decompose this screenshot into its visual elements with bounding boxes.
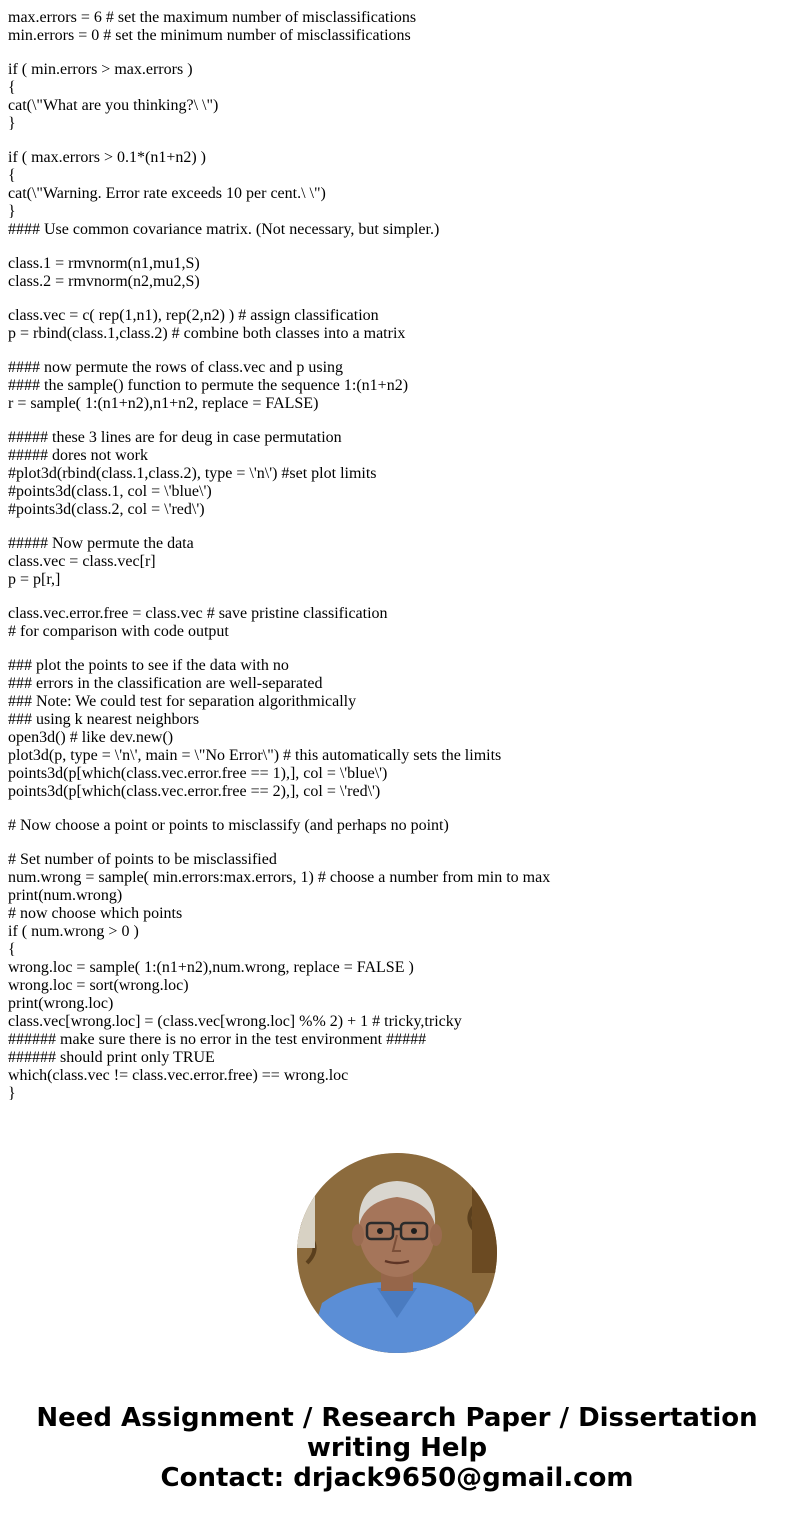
code-line: # for comparison with code output bbox=[8, 623, 229, 640]
code-line: if ( min.errors > max.errors ) bbox=[8, 61, 193, 78]
code-line: print(wrong.loc) bbox=[8, 995, 114, 1012]
code-line: #points3d(class.2, col = \'red\') bbox=[8, 501, 205, 518]
code-line: num.wrong = sample( min.errors:max.errors, 1) # choose a number from min to max bbox=[8, 869, 551, 886]
code-line: ##### Now permute the data bbox=[8, 535, 194, 552]
code-line: #### the sample() function to permute the sequence 1:(n1+n2) bbox=[8, 377, 409, 394]
code-line: { bbox=[8, 941, 16, 958]
code-line: ### errors in the classification are well-separated bbox=[8, 675, 323, 692]
code-line: { bbox=[8, 167, 16, 184]
promo-banner bbox=[0, 1403, 794, 1493]
code-line: class.vec.error.free = class.vec # save pristine classification bbox=[8, 605, 388, 622]
code-line: } bbox=[8, 203, 16, 220]
code-line: #### now permute the rows of class.vec and p using bbox=[8, 359, 344, 376]
code-line: class.vec = c( rep(1,n1), rep(2,n2) ) # assign classification bbox=[8, 307, 379, 324]
code-line: points3d(p[which(class.vec.error.free == 1),], col = \'blue\') bbox=[8, 765, 388, 782]
code-line bbox=[8, 413, 788, 429]
code-line: ##### these 3 lines are for deug in case permutation bbox=[8, 429, 342, 446]
code-line: class.vec = class.vec[r] bbox=[8, 553, 156, 570]
author-portrait-icon bbox=[297, 1153, 497, 1353]
code-line: p = rbind(class.1,class.2) # combine both classes into a matrix bbox=[8, 325, 406, 342]
code-line: r = sample( 1:(n1+n2),n1+n2, replace = FALSE) bbox=[8, 395, 319, 412]
code-line bbox=[8, 45, 788, 61]
code-line: points3d(p[which(class.vec.error.free == 2),], col = \'red\') bbox=[8, 783, 381, 800]
code-line: wrong.loc = sort(wrong.loc) bbox=[8, 977, 189, 994]
code-line: # Set number of points to be misclassified bbox=[8, 851, 277, 868]
code-line: open3d() # like dev.new() bbox=[8, 729, 174, 746]
code-line: ### using k nearest neighbors bbox=[8, 711, 200, 728]
code-line: ###### should print only TRUE bbox=[8, 1049, 215, 1066]
code-line: ###### make sure there is no error in the test environment ##### bbox=[8, 1031, 427, 1048]
code-line: cat(\"Warning. Error rate exceeds 10 per cent.\ \") bbox=[8, 185, 326, 202]
code-line bbox=[8, 239, 788, 255]
code-listing bbox=[8, 9, 788, 1125]
code-line: plot3d(p, type = \'n\', main = \"No Error\") # this automatically sets the limits bbox=[8, 747, 502, 764]
code-line: wrong.loc = sample( 1:(n1+n2),num.wrong, replace = FALSE ) bbox=[8, 959, 414, 976]
code-line: class.vec[wrong.loc] = (class.vec[wrong.loc] %% 2) + 1 # tricky,tricky bbox=[8, 1013, 462, 1030]
code-line: if ( max.errors > 0.1*(n1+n2) ) bbox=[8, 149, 206, 166]
code-line: ##### dores not work bbox=[8, 447, 148, 464]
code-line bbox=[8, 133, 788, 149]
code-line: #### Use common covariance matrix. (Not necessary, but simpler.) bbox=[8, 221, 440, 238]
code-line: if ( num.wrong > 0 ) bbox=[8, 923, 139, 940]
code-line: ### Note: We could test for separation algorithmically bbox=[8, 693, 357, 710]
code-line bbox=[8, 589, 788, 605]
code-line: { bbox=[8, 79, 16, 96]
code-line: } bbox=[8, 1085, 16, 1102]
code-line bbox=[8, 519, 788, 535]
code-line: ### plot the points to see if the data with no bbox=[8, 657, 289, 674]
code-line: min.errors = 0 # set the minimum number of misclassifications bbox=[8, 27, 411, 44]
code-line: #points3d(class.1, col = \'blue\') bbox=[8, 483, 212, 500]
code-line bbox=[8, 835, 788, 851]
code-line: max.errors = 6 # set the maximum number of misclassifications bbox=[8, 9, 417, 26]
code-line: p = p[r,] bbox=[8, 571, 61, 588]
code-line: } bbox=[8, 115, 16, 132]
promo-contact: Contact: drjack9650@gmail.com bbox=[160, 1463, 634, 1493]
promo-line-2: writing Help bbox=[306, 1433, 488, 1463]
code-line: cat(\"What are you thinking?\ \") bbox=[8, 97, 219, 114]
code-line: print(num.wrong) bbox=[8, 887, 123, 904]
code-line bbox=[8, 641, 788, 657]
code-line: class.1 = rmvnorm(n1,mu1,S) bbox=[8, 255, 200, 272]
code-line bbox=[8, 343, 788, 359]
code-line: #plot3d(rbind(class.1,class.2), type = \'n\') #set plot limits bbox=[8, 465, 377, 482]
code-line: class.2 = rmvnorm(n2,mu2,S) bbox=[8, 273, 200, 290]
code-line: which(class.vec != class.vec.error.free) == wrong.loc bbox=[8, 1067, 349, 1084]
author-photo bbox=[297, 1153, 497, 1353]
code-line: # now choose which points bbox=[8, 905, 183, 922]
code-line bbox=[8, 801, 788, 817]
code-line: # Now choose a point or points to misclassify (and perhaps no point) bbox=[8, 817, 449, 834]
code-line bbox=[8, 291, 788, 307]
promo-line-1: Need Assignment / Research Paper / Dissertation bbox=[36, 1403, 758, 1433]
